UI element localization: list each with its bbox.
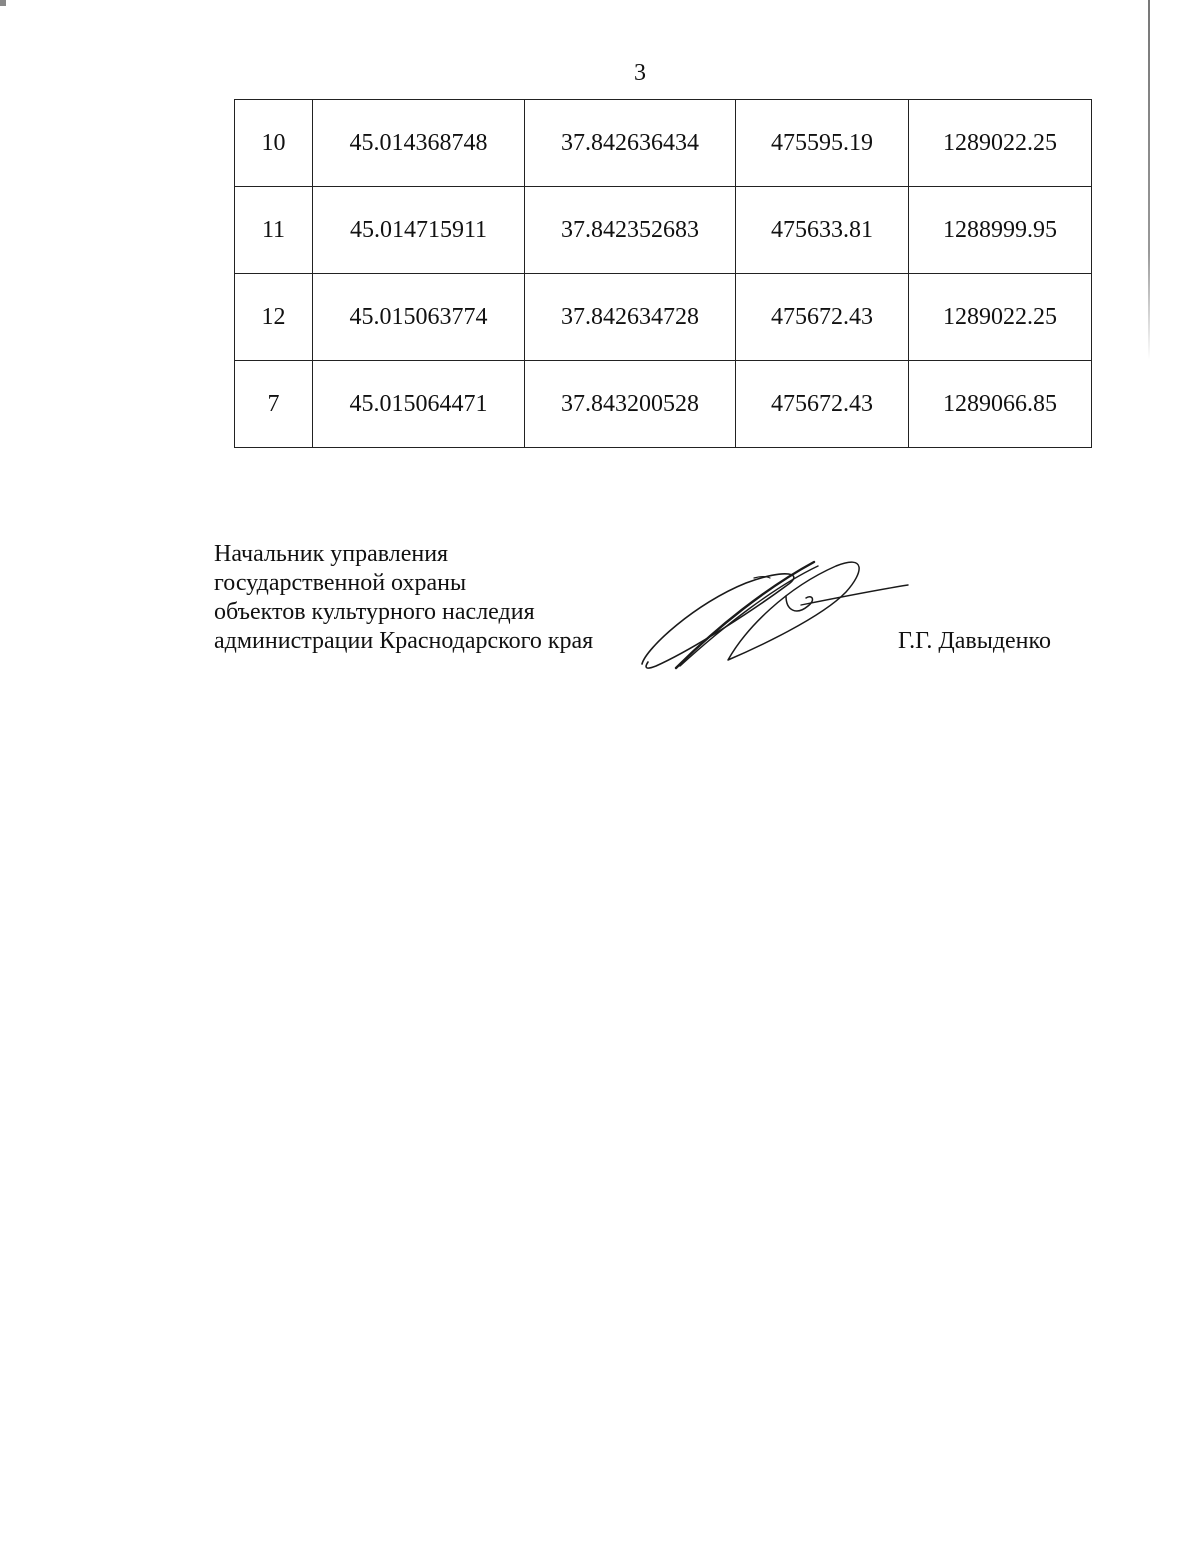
latitude-cell: 45.015063774 <box>313 274 525 361</box>
table-row <box>235 187 1092 274</box>
longitude-cell: 37.842636434 <box>525 100 736 187</box>
latitude-cell: 45.014715911 <box>313 187 525 274</box>
point-number-cell: 7 <box>235 361 313 448</box>
table-row <box>235 100 1092 187</box>
y-coordinate-cell: 1289022.25 <box>909 100 1092 187</box>
handwritten-signature <box>636 548 916 678</box>
signatory-position <box>214 540 593 656</box>
longitude-cell: 37.843200528 <box>525 361 736 448</box>
latitude-cell: 45.014368748 <box>313 100 525 187</box>
longitude-cell: 37.842352683 <box>525 187 736 274</box>
table-row <box>235 361 1092 448</box>
signer-name: Г.Г. Давыденко <box>898 628 1051 654</box>
position-line: администрации Краснодарского края <box>214 628 594 654</box>
coordinates-table <box>234 99 1092 448</box>
position-line: Начальник управления <box>214 541 449 567</box>
position-line: объектов культурного наследия <box>214 599 535 625</box>
x-coordinate-cell: 475633.81 <box>736 187 909 274</box>
y-coordinate-cell: 1289066.85 <box>909 361 1092 448</box>
page-number: 3 <box>634 60 646 86</box>
point-number-cell: 12 <box>235 274 313 361</box>
x-coordinate-cell: 475595.19 <box>736 100 909 187</box>
y-coordinate-cell: 1289022.25 <box>909 274 1092 361</box>
x-coordinate-cell: 475672.43 <box>736 274 909 361</box>
y-coordinate-cell: 1288999.95 <box>909 187 1092 274</box>
latitude-cell: 45.015064471 <box>313 361 525 448</box>
point-number-cell: 11 <box>235 187 313 274</box>
point-number-cell: 10 <box>235 100 313 187</box>
scan-artifact-edge <box>1148 0 1150 360</box>
table-row <box>235 274 1092 361</box>
longitude-cell: 37.842634728 <box>525 274 736 361</box>
position-line: государственной охраны <box>214 570 467 596</box>
x-coordinate-cell: 475672.43 <box>736 361 909 448</box>
scan-artifact-corner <box>0 0 6 6</box>
